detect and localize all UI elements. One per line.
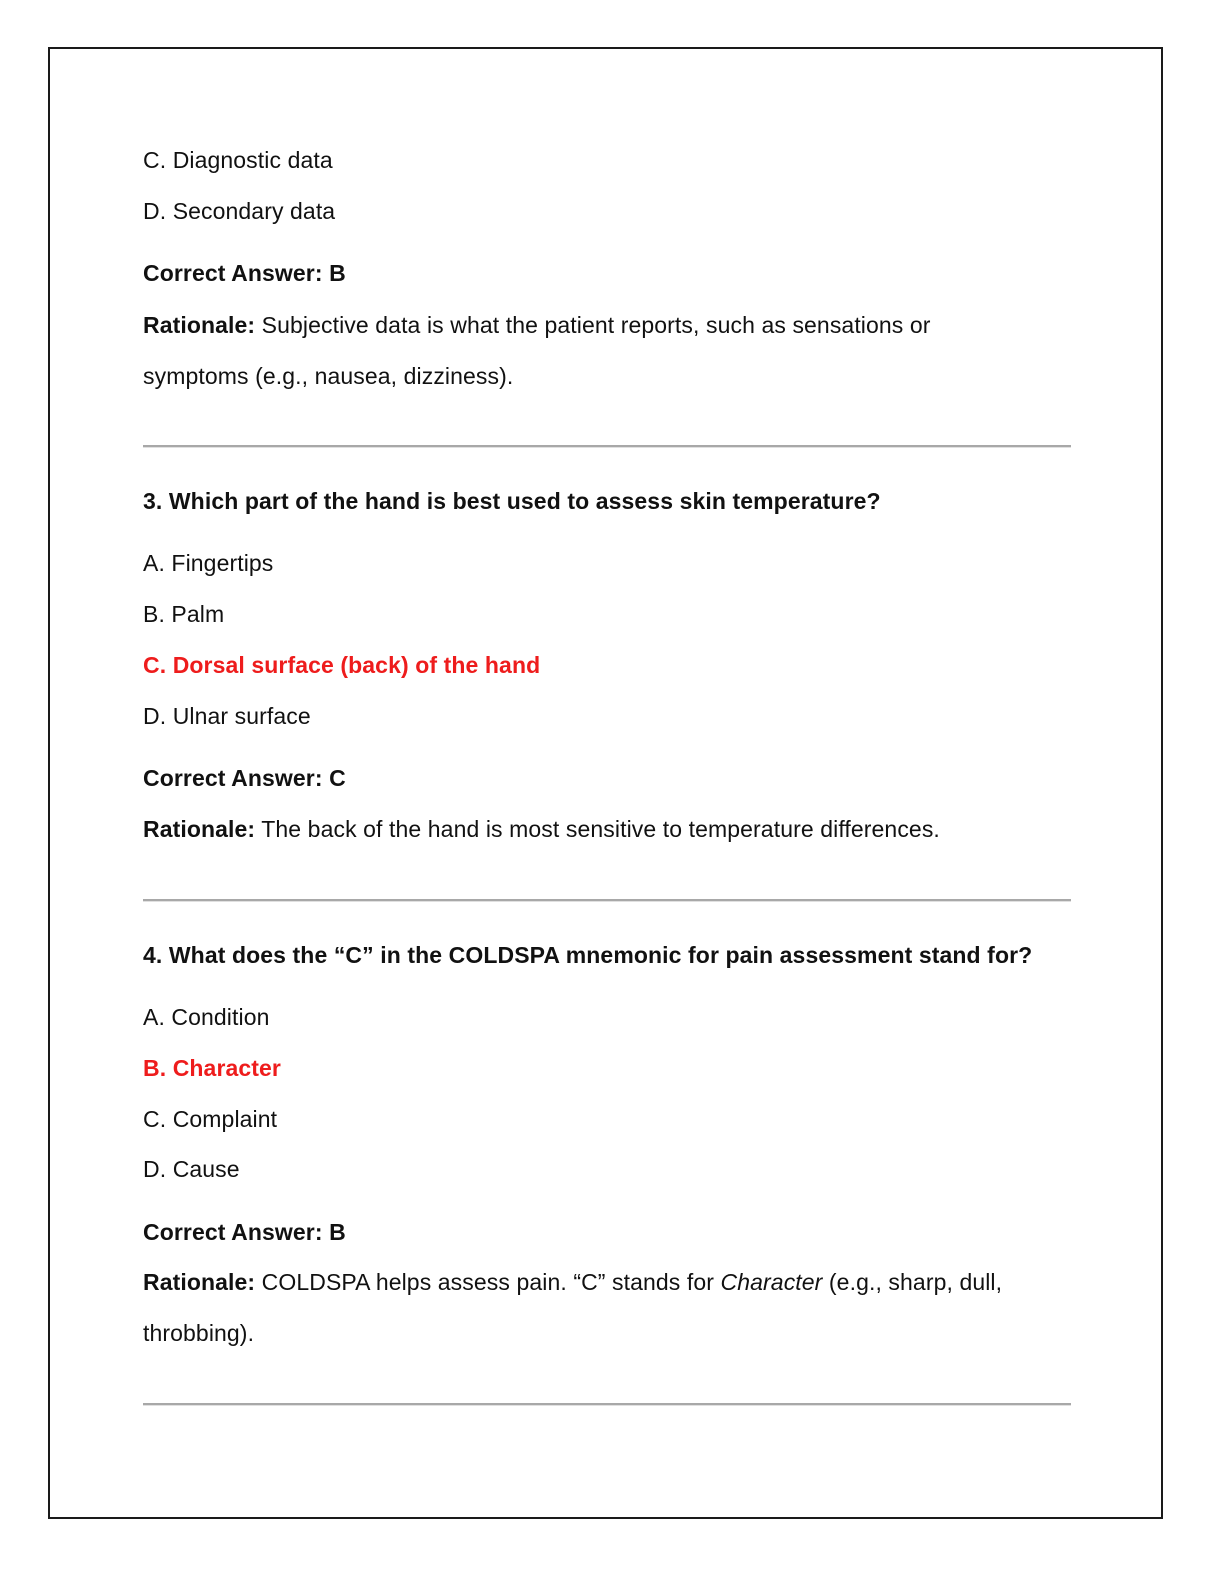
q4-correct-answer: Correct Answer: B [143, 1219, 346, 1245]
q4-rationale [143, 1268, 1002, 1296]
q4-rationale-text-2: (e.g., sharp, dull, [822, 1269, 1003, 1295]
q4-question: 4. What does the “C” in the COLDSPA mnemonic for pain assessment stand for? [143, 942, 1033, 968]
q4-option-d: D. Cause [143, 1156, 240, 1182]
q3-option-d: D. Ulnar surface [143, 703, 311, 729]
q3-option-b: B. Palm [143, 601, 225, 627]
q4-rationale-italic: Character [720, 1269, 823, 1295]
q4-rationale-text-1: COLDSPA helps assess pain. “C” stands for [255, 1269, 721, 1295]
q3-rationale-text: The back of the hand is most sensitive to temperature differences. [255, 816, 940, 842]
q3-option-c-correct: C. Dorsal surface (back) of the hand [143, 652, 541, 678]
q4-option-a: A. Condition [143, 1004, 270, 1030]
q2-rationale [143, 311, 931, 339]
q3-option-a: A. Fingertips [143, 550, 274, 576]
q2-rationale-label: Rationale: [143, 312, 256, 338]
q4-option-c: C. Complaint [143, 1106, 278, 1132]
q2-option-d: D. Secondary data [143, 198, 336, 224]
q3-correct-answer: Correct Answer: C [143, 765, 346, 791]
q2-option-c: C. Diagnostic data [143, 147, 333, 173]
q2-rationale-text: Subjective data is what the patient reports, such as sensations or [255, 312, 931, 338]
q4-rationale-continued: throbbing). [143, 1320, 255, 1346]
q3-rationale [143, 815, 940, 843]
q2-correct-answer: Correct Answer: B [143, 260, 346, 286]
q3-question: 3. Which part of the hand is best used to assess skin temperature? [143, 488, 881, 514]
section-divider [143, 1403, 1071, 1406]
q4-rationale-label: Rationale: [143, 1269, 256, 1295]
section-divider [143, 899, 1071, 902]
q4-option-b-correct: B. Character [143, 1055, 281, 1081]
section-divider [143, 445, 1071, 448]
q3-rationale-label: Rationale: [143, 816, 256, 842]
q2-rationale-continued: symptoms (e.g., nausea, dizziness). [143, 363, 514, 389]
